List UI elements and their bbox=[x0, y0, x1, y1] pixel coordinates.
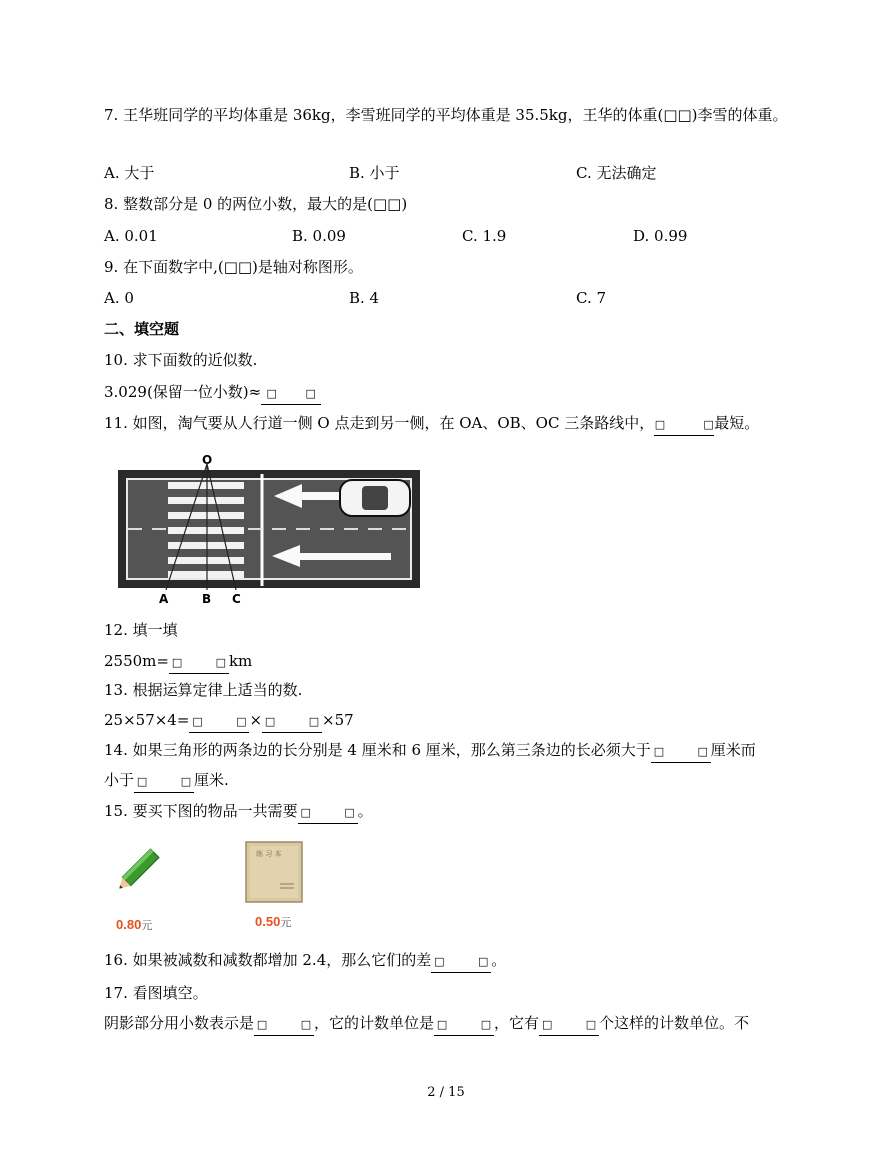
answer-blank[interactable]: □ □ bbox=[134, 770, 194, 793]
q9-option-c: C. 7 bbox=[576, 289, 607, 307]
q7-option-b: B. 小于 bbox=[349, 164, 400, 182]
q8-option-a: A. 0.01 bbox=[104, 227, 158, 245]
q14-text-a: 14. 如果三角形的两条边的长分别是 4 厘米和 6 厘米，那么第三条边的长必须大于 bbox=[104, 741, 651, 759]
answer-blank[interactable]: □ □ bbox=[298, 801, 358, 824]
q17-line-b: ，它的计数单位是 bbox=[314, 1014, 435, 1032]
q14-text-c: 小于 bbox=[104, 771, 135, 789]
q16-text-a: 16. 如果被减数和减数都增加 2.4，那么它们的差 bbox=[104, 951, 432, 969]
question-17-line bbox=[104, 1013, 749, 1036]
question-12-text: 12. 填一填 bbox=[104, 621, 178, 639]
label-b: B bbox=[202, 592, 212, 606]
crosswalk-figure bbox=[114, 450, 424, 610]
question-17-text: 17. 看图填空。 bbox=[104, 984, 208, 1002]
question-10-expr bbox=[104, 382, 321, 405]
q12-expr-b: km bbox=[228, 652, 253, 670]
q13-expr-a: 25×57×4= bbox=[104, 711, 190, 729]
q8-option-d: D. 0.99 bbox=[633, 227, 688, 245]
q7-option-c: C. 无法确定 bbox=[576, 164, 657, 182]
question-11-text bbox=[104, 413, 759, 436]
q8-option-c: C. 1.9 bbox=[462, 227, 507, 245]
label-c: C bbox=[232, 592, 241, 606]
q8-option-b: B. 0.09 bbox=[292, 227, 346, 245]
answer-blank[interactable]: □ □ bbox=[651, 740, 711, 763]
answer-blank[interactable]: □ □ bbox=[189, 710, 249, 733]
question-14-line2 bbox=[104, 770, 229, 793]
q9-option-b: B. 4 bbox=[349, 289, 380, 307]
question-7-text: 7. 王华班同学的平均体重是 36kg，李雪班同学的平均体重是 35.5kg，王华的体重(□□)李雪的体重。 bbox=[104, 106, 788, 124]
question-9-text: 9. 在下面数字中,(□□)是轴对称图形。 bbox=[104, 258, 363, 276]
q7-option-a: A. 大于 bbox=[104, 164, 155, 182]
answer-blank[interactable]: □ □ bbox=[169, 651, 229, 674]
notebook-price-value: 0.50 bbox=[255, 914, 281, 929]
q9-option-a: A. 0 bbox=[104, 289, 134, 307]
pencil-price-value: 0.80 bbox=[116, 917, 142, 932]
price-unit: 元 bbox=[141, 920, 153, 932]
q17-line-d: 个这样的计数单位。不 bbox=[599, 1014, 750, 1032]
q10-expr-text: 3.029(保留一位小数)≈ bbox=[104, 383, 262, 401]
section-title: 二、填空题 bbox=[104, 320, 180, 338]
answer-blank[interactable]: □ □ bbox=[262, 710, 322, 733]
q11-text-a: 11. 如图，淘气要从人行道一侧 O 点走到另一侧，在 OA、OB、OC 三条路线中， bbox=[104, 414, 655, 432]
question-12-expr bbox=[104, 651, 252, 674]
label-o: O bbox=[202, 453, 213, 467]
q14-text-b: 厘米而 bbox=[710, 741, 756, 759]
question-13-expr bbox=[104, 710, 354, 733]
pencil-icon bbox=[110, 838, 174, 894]
answer-blank[interactable]: □ □ bbox=[254, 1013, 314, 1036]
notebook-icon bbox=[244, 840, 304, 904]
answer-blank[interactable]: □ □ bbox=[654, 413, 714, 436]
pencil-price bbox=[116, 917, 152, 933]
q11-text-b: 最短。 bbox=[714, 414, 760, 432]
answer-blank[interactable]: □ □ bbox=[539, 1013, 599, 1036]
question-13-text: 13. 根据运算定律上适当的数. bbox=[104, 681, 303, 699]
q14-text-d: 厘米. bbox=[194, 771, 229, 789]
answer-blank[interactable]: □ □ bbox=[261, 382, 321, 405]
answer-blank[interactable]: □ □ bbox=[431, 950, 491, 973]
q15-text-b: 。 bbox=[357, 802, 373, 820]
question-14-line1 bbox=[104, 740, 756, 763]
q17-line-c: ，它有 bbox=[494, 1014, 540, 1032]
q12-expr-a: 2550m= bbox=[104, 652, 169, 670]
label-a: A bbox=[159, 592, 169, 606]
answer-blank[interactable]: □ □ bbox=[434, 1013, 494, 1036]
q13-expr-c: ×57 bbox=[322, 711, 354, 729]
page-number: 2 / 15 bbox=[427, 1085, 465, 1100]
q16-text-b: 。 bbox=[491, 951, 507, 969]
notebook-price bbox=[255, 914, 291, 930]
price-unit: 元 bbox=[280, 917, 292, 929]
question-16-text bbox=[104, 950, 506, 973]
q17-line-a: 阴影部分用小数表示是 bbox=[104, 1014, 255, 1032]
q15-text-a: 15. 要买下图的物品一共需要 bbox=[104, 802, 298, 820]
q13-expr-b: × bbox=[249, 711, 263, 729]
question-10-text: 10. 求下面数的近似数. bbox=[104, 351, 258, 369]
question-15-text bbox=[104, 801, 373, 824]
question-8-text: 8. 整数部分是 0 的两位小数，最大的是(□□) bbox=[104, 195, 408, 213]
notebook-cover-text: 练 习 本 bbox=[256, 850, 282, 858]
